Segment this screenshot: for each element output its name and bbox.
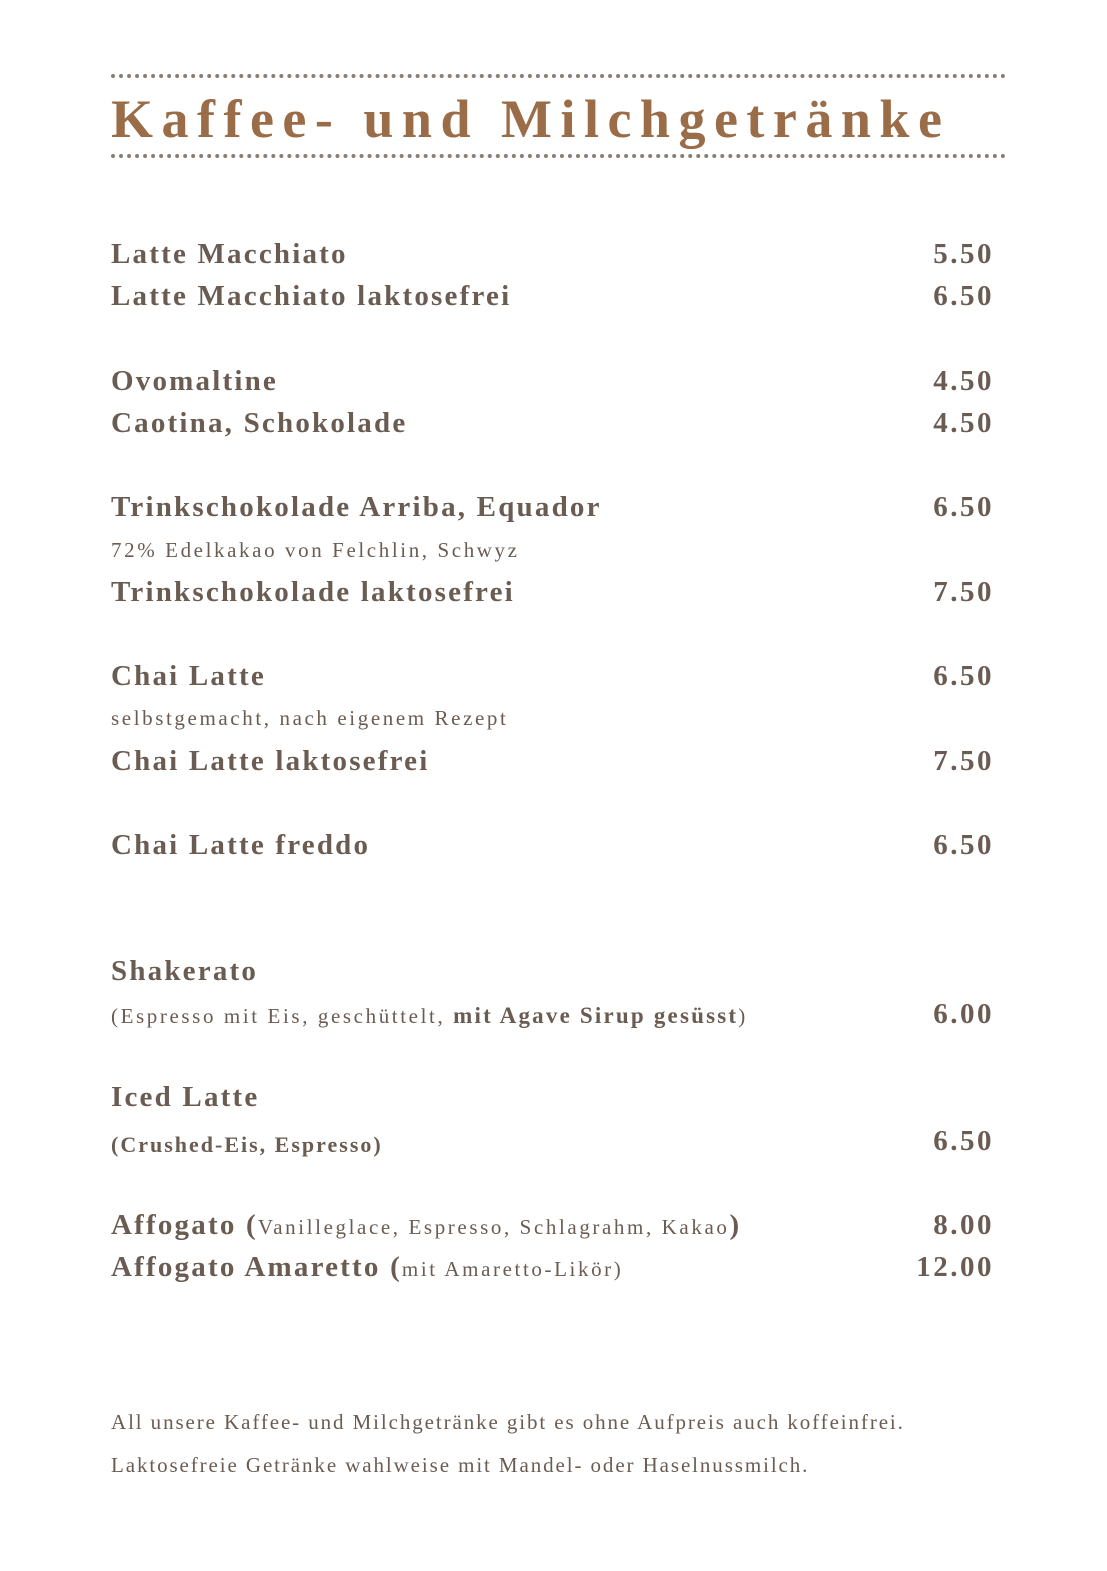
item-price: 8.00 bbox=[933, 1209, 994, 1241]
footer-note-koffeinfrei: All unsere Kaffee- und Milchgetränke gibt es ohne Aufpreis auch koffeinfrei. bbox=[111, 1410, 905, 1434]
item-name: Chai Latte laktosefrei bbox=[111, 745, 430, 777]
item-name: Affogato bbox=[111, 1209, 237, 1241]
paren-open: ( bbox=[390, 1251, 402, 1283]
paren-close: ) bbox=[729, 1209, 742, 1241]
item-description: mit Amaretto-Likör) bbox=[401, 1257, 624, 1281]
item-price: 6.50 bbox=[933, 491, 994, 523]
menu-item-ovomaltine bbox=[111, 358, 994, 398]
item-description: (Crushed-Eis, Espresso) bbox=[111, 1132, 383, 1157]
desc-text: (Espresso mit Eis, geschüttelt, bbox=[111, 1004, 454, 1028]
menu-item-trinkschokolade bbox=[111, 484, 994, 524]
item-price: 6.00 bbox=[933, 998, 994, 1030]
item-price: 12.00 bbox=[916, 1251, 994, 1283]
menu-item-iced-latte-desc-row bbox=[111, 1118, 994, 1158]
item-name: Shakerato bbox=[111, 955, 259, 987]
item-price: 4.50 bbox=[933, 365, 994, 397]
item-name: Affogato Amaretto bbox=[111, 1251, 381, 1283]
item-price: 6.50 bbox=[933, 1125, 994, 1157]
item-description: Vanilleglace, Espresso, Schlagrahm, Kakao bbox=[257, 1215, 730, 1239]
item-price: 6.50 bbox=[933, 660, 994, 692]
item-name: Latte Macchiato bbox=[111, 238, 348, 270]
item-price: 7.50 bbox=[933, 576, 994, 608]
item-price: 6.50 bbox=[933, 829, 994, 861]
item-name: Latte Macchiato laktosefrei bbox=[111, 280, 512, 312]
item-name: Caotina, Schokolade bbox=[111, 407, 408, 439]
menu-item-affogato bbox=[111, 1202, 994, 1242]
menu-item-chai-latte bbox=[111, 653, 994, 693]
page-title: Kaffee- und Milchgetränke bbox=[111, 89, 951, 149]
menu-item-shakerato bbox=[111, 948, 994, 988]
item-name-line bbox=[111, 1251, 623, 1284]
item-note-chai-latte: selbstgemacht, nach eigenem Rezept bbox=[111, 706, 509, 730]
item-price: 6.50 bbox=[933, 280, 994, 312]
menu-item-affogato-amaretto bbox=[111, 1244, 994, 1284]
menu-item-chai-latte-freddo bbox=[111, 822, 994, 862]
menu-item-caotina bbox=[111, 400, 994, 440]
item-price: 5.50 bbox=[933, 238, 994, 270]
menu-item-chai-latte-laktosefrei bbox=[111, 738, 994, 778]
item-name: Chai Latte bbox=[111, 660, 266, 692]
desc-bold-text: mit Agave Sirup gesüsst bbox=[453, 1003, 739, 1028]
menu-item-trinkschokolade-laktosefrei bbox=[111, 569, 994, 609]
item-name: Chai Latte freddo bbox=[111, 829, 371, 861]
footer-note-laktosefrei: Laktosefreie Getränke wahlweise mit Mandel- oder Haselnussmilch. bbox=[111, 1453, 810, 1477]
item-name-line bbox=[111, 1209, 741, 1242]
item-price: 7.50 bbox=[933, 745, 994, 777]
item-description bbox=[111, 998, 748, 1031]
menu-item-latte-macchiato bbox=[111, 231, 994, 271]
desc-close: ) bbox=[738, 1004, 748, 1028]
item-name: Trinkschokolade laktosefrei bbox=[111, 576, 515, 608]
top-dotted-divider bbox=[111, 74, 1006, 78]
paren-open: ( bbox=[245, 1209, 258, 1241]
item-name: Iced Latte bbox=[111, 1081, 260, 1113]
item-name: Trinkschokolade Arriba, Equador bbox=[111, 491, 602, 523]
item-price: 4.50 bbox=[933, 407, 994, 439]
menu-item-shakerato-desc-row bbox=[111, 991, 994, 1031]
menu-item-latte-macchiato-laktosefrei bbox=[111, 273, 994, 313]
menu-item-iced-latte bbox=[111, 1074, 994, 1114]
item-name: Ovomaltine bbox=[111, 365, 278, 397]
item-note-trinkschokolade: 72% Edelkakao von Felchlin, Schwyz bbox=[111, 538, 520, 562]
bottom-dotted-divider bbox=[111, 154, 1006, 158]
